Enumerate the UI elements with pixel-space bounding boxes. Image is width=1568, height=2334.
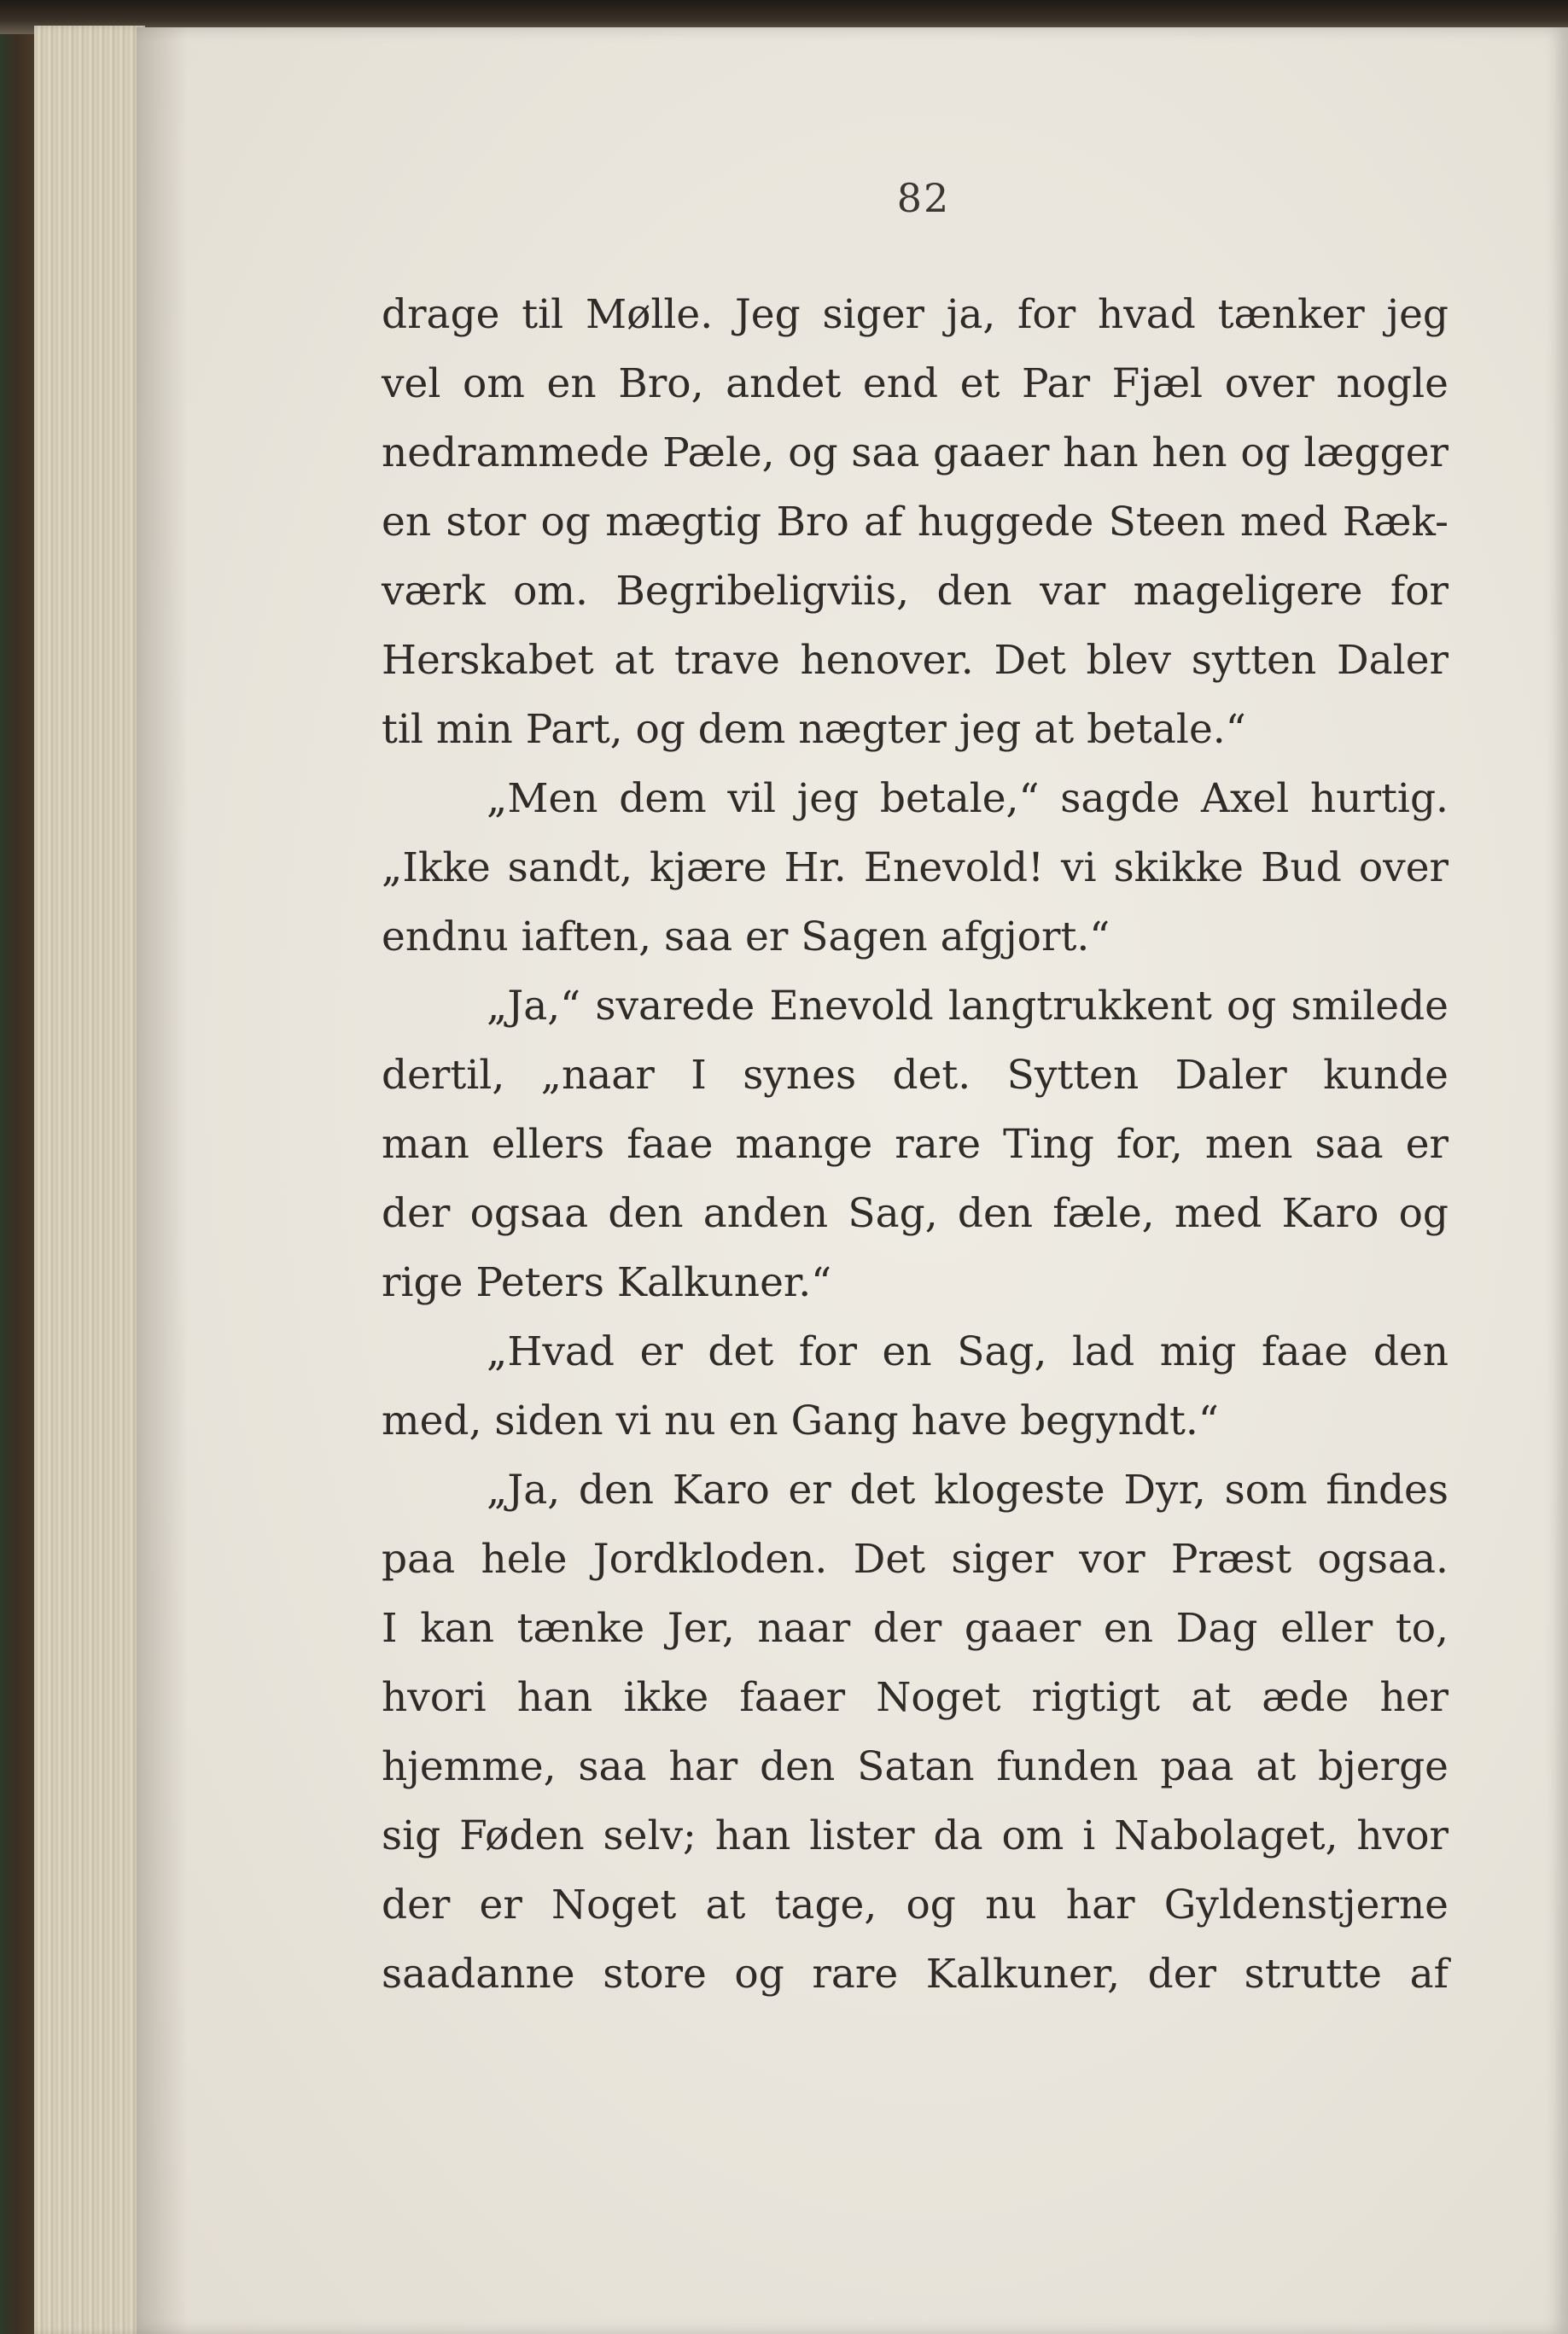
- text-line: der ogsaa den anden Sag, den fæle, med Karo og: [382, 1190, 1449, 1237]
- text-line: man ellers faae mange rare Ting for, men saa er: [382, 1121, 1449, 1168]
- text-line: værk om. Begribeligviis, den var mageligere for: [382, 568, 1449, 615]
- page-edges: [34, 26, 145, 2334]
- text-line: „Ja, den Karo er det klogeste Dyr, som findes: [487, 1467, 1449, 1514]
- text-line: „Men dem vil jeg betale,“ sagde Axel hurtig.: [487, 775, 1449, 822]
- text-line: I kan tænke Jer, naar der gaaer en Dag eller to,: [382, 1605, 1449, 1652]
- text-line: hjemme, saa har den Satan funden paa at bjerge: [382, 1743, 1449, 1790]
- text-line: saadanne store og rare Kalkuner, der strutte af: [382, 1951, 1449, 1998]
- text-line: der er Noget at tage, og nu har Gyldenstjerne: [382, 1882, 1449, 1928]
- text-line: hvori han ikke faaer Noget rigtigt at æde her: [382, 1674, 1449, 1721]
- text-line: Herskabet at trave henover. Det blev sytten Daler: [382, 637, 1449, 684]
- text-line: dertil, „naar I synes det. Sytten Daler kunde: [382, 1052, 1449, 1099]
- text-line: „Hvad er det for en Sag, lad mig faae den: [487, 1328, 1449, 1375]
- text-line: til min Part, og dem nægter jeg at betale.“: [382, 706, 1246, 753]
- text-line: vel om en Bro, andet end et Par Fjæl over nogle: [382, 360, 1449, 407]
- text-line: paa hele Jordkloden. Det siger vor Præst ogsaa.: [382, 1536, 1449, 1583]
- text-line: sig Føden selv; han lister da om i Nabolaget, hvor: [382, 1812, 1449, 1859]
- page-number: 82: [896, 175, 951, 221]
- text-line: „Ikke sandt, kjære Hr. Enevold! vi skikke Bud over: [382, 844, 1449, 891]
- text-line: drage til Mølle. Jeg siger ja, for hvad tænker jeg: [382, 291, 1449, 338]
- gutter-shadow: [137, 27, 188, 2334]
- text-line: rige Peters Kalkuner.“: [382, 1259, 832, 1306]
- text-line: endnu iaften, saa er Sagen afgjort.“: [382, 913, 1110, 960]
- text-line: „Ja,“ svarede Enevold langtrukkent og smilede: [487, 983, 1449, 1030]
- text-line: med, siden vi nu en Gang have begyndt.“: [382, 1397, 1219, 1444]
- body-text: [382, 280, 1449, 2009]
- text-line: nedrammede Pæle, og saa gaaer han hen og lægger: [382, 429, 1449, 476]
- text-line: en stor og mægtig Bro af huggede Steen med Ræk-: [382, 499, 1449, 546]
